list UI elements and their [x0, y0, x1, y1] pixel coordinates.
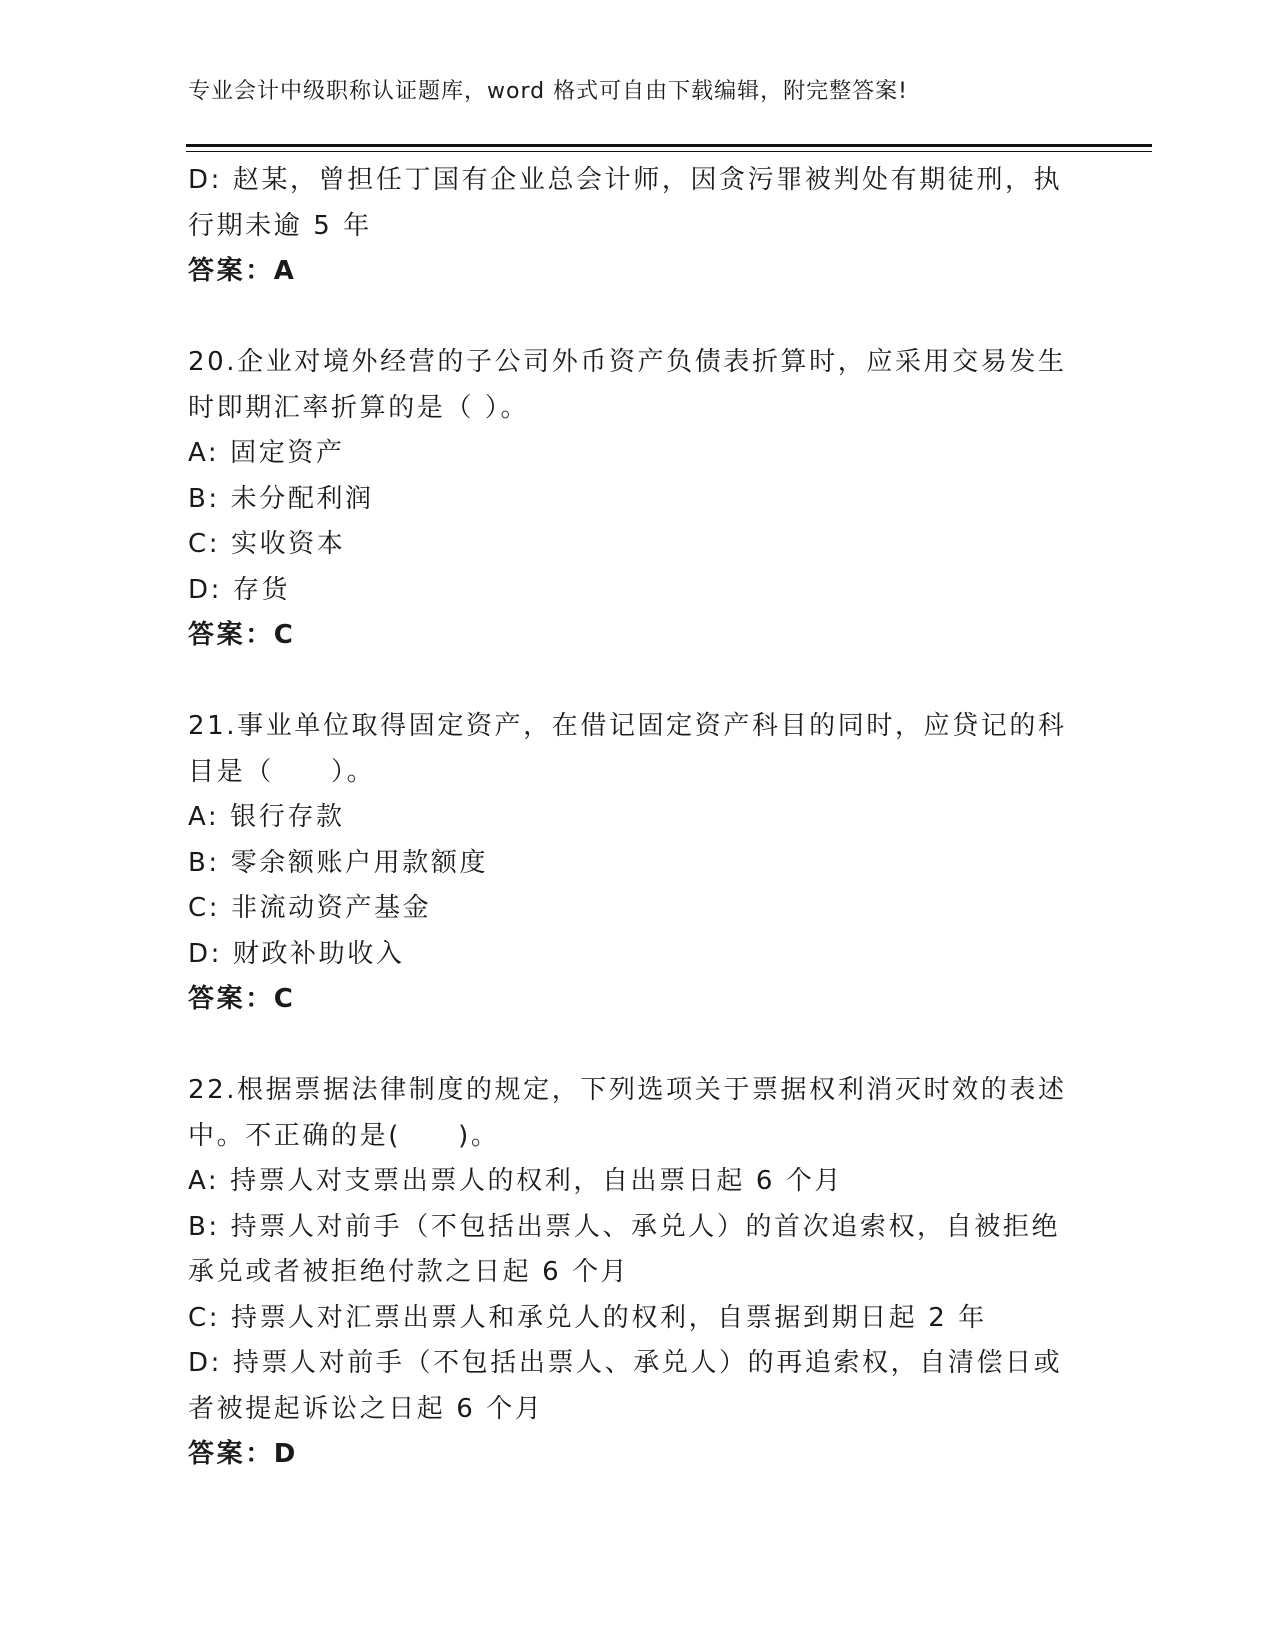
q22-option-d-line2: 者被提起诉讼之日起 6 个月 [188, 1393, 544, 1424]
q20-answer: 答案：C [188, 620, 296, 650]
q21-stem-line1: 21.事业单位取得固定资产，在借记固定资产科目的同时，应贷记的科 [188, 711, 1067, 741]
q21-option-a: A: 银行存款 [188, 802, 345, 832]
prev-option-d-line2: 行期未逾 5 年 [188, 210, 372, 241]
prev-option-d-line1: D: 赵某，曾担任丁国有企业总会计师，因贪污罪被判处有期徒刑，执 [188, 165, 1063, 195]
q21-option-b: B: 零余额账户用款额度 [188, 847, 489, 878]
q22-answer: 答案：D [188, 1439, 298, 1469]
q22-option-d-line1: D: 持票人对前手（不包括出票人、承兑人）的再追索权，自清偿日或 [188, 1348, 1063, 1378]
q20-option-a: A: 固定资产 [188, 438, 345, 468]
q20-option-c: C: 实收资本 [188, 529, 346, 559]
q20-option-b: B: 未分配利润 [188, 483, 374, 514]
q21-option-c: C: 非流动资产基金 [188, 893, 432, 923]
q22-option-b-line1: B: 持票人对前手（不包括出票人、承兑人）的首次追索权，自被拒绝 [188, 1211, 1061, 1242]
spacer [188, 659, 1068, 705]
header-rule-thin [186, 151, 1152, 152]
question-content [188, 158, 1068, 1478]
spacer [188, 295, 1068, 341]
q20-stem-line1: 20.企业对境外经营的子公司外币资产负债表折算时，应采用交易发生 [188, 347, 1067, 377]
prev-answer: 答案：A [188, 256, 297, 286]
spacer [188, 1023, 1068, 1069]
q22-stem-line1: 22.根据票据法律制度的规定，下列选项关于票据权利消灭时效的表述 [188, 1075, 1067, 1105]
q21-stem-line2: 目是（ ）。 [188, 756, 376, 787]
q22-stem-line2: 中。不正确的是( )。 [188, 1120, 500, 1151]
page-header: 专业会计中级职称认证题库，word 格式可自由下载编辑，附完整答案! [188, 79, 908, 104]
q21-option-d: D: 财政补助收入 [188, 938, 405, 969]
q20-option-d: D: 存货 [188, 574, 291, 605]
q22-option-a: A: 持票人对支票出票人的权利，自出票日起 6 个月 [188, 1166, 844, 1196]
q22-option-b-line2: 承兑或者被拒绝付款之日起 6 个月 [188, 1257, 630, 1287]
q21-answer: 答案：C [188, 984, 296, 1014]
q20-stem-line2: 时即期汇率折算的是（ ）。 [188, 392, 530, 423]
header-rule-thick [186, 144, 1152, 147]
q22-option-c: C: 持票人对汇票出票人和承兑人的权利，自票据到期日起 2 年 [188, 1302, 987, 1333]
